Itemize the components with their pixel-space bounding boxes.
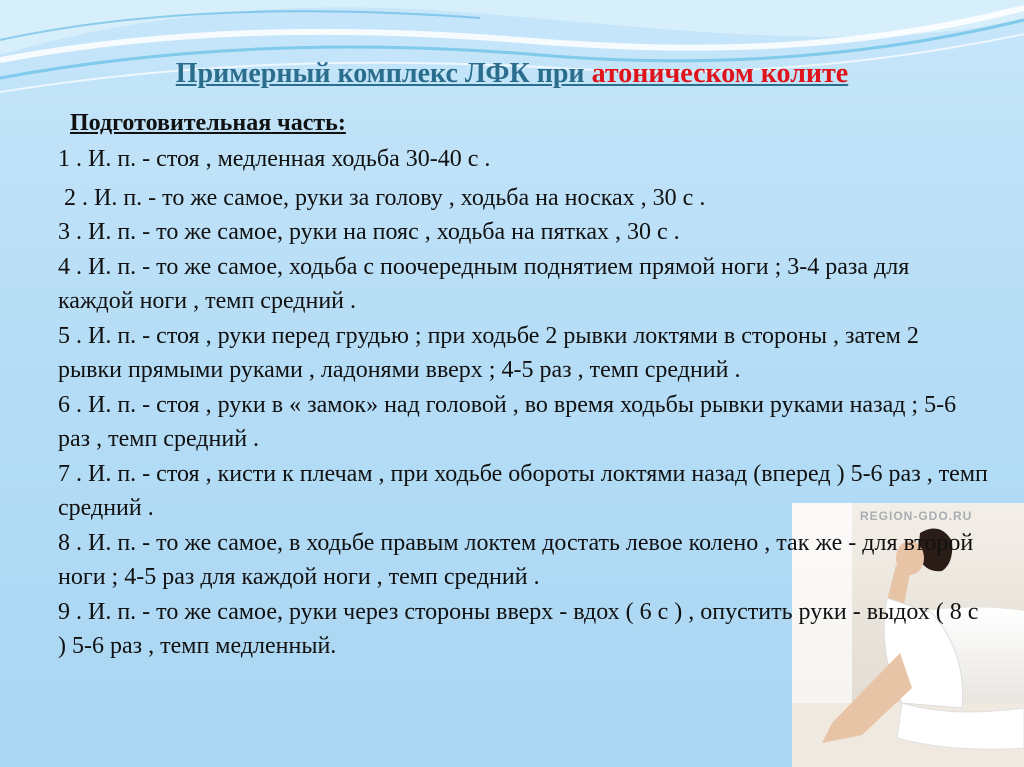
list-item: 1 . И. п. - стоя , медленная ходьба 30-40 с . [58, 146, 491, 172]
list-item: 7 . И. п. - стоя , кисти к плечам , при ходьбе обороты локтями назад (вперед ) 5-6 раз , темп средний . [58, 460, 988, 521]
watermark-text: REGION-GDO.RU [860, 509, 973, 523]
exercise-list [58, 142, 988, 664]
list-item: 3 . И. п. - то же самое, руки на пояс , ходьба на пятках , 30 с . [58, 219, 680, 245]
slide-title [0, 58, 1024, 90]
list-item: 8 . И. п. - то же самое, в ходьбе правым локтем достать левое колено , так же - для второй ноги ; 4-5 раз для каждой ноги , темп средний . [58, 529, 974, 590]
list-item: 5 . И. п. - стоя , руки перед грудью ; при ходьбе 2 рывки локтями в стороны , затем 2 рывки прямыми руками , ладонями вверх ; 4-5 раз , темп средний . [58, 322, 919, 383]
list-item: 4 . И. п. - то же самое, ходьба с поочередным поднятием прямой ноги ; 3-4 раза для каждой ноги , темп средний . [58, 253, 910, 314]
section-subtitle: Подготовительная часть: [70, 110, 346, 136]
title-main: Примерный комплекс ЛФК при [175, 58, 592, 89]
list-item: 2 . И. п. - то же самое, руки за голову , ходьба на носках , 30 с . [64, 184, 706, 211]
title-accent: атоническом колите [591, 58, 849, 89]
list-item: 6 . И. п. - стоя , руки в « замок» над головой , во время ходьбы рывки руками назад ; 5-6 раз , темп средний . [58, 391, 957, 452]
list-item: 9 . И. п. - то же самое, руки через стороны вверх - вдох ( 6 с ) , опустить руки - выдох ( 8 с ) 5-6 раз , темп медленный. [58, 598, 979, 659]
